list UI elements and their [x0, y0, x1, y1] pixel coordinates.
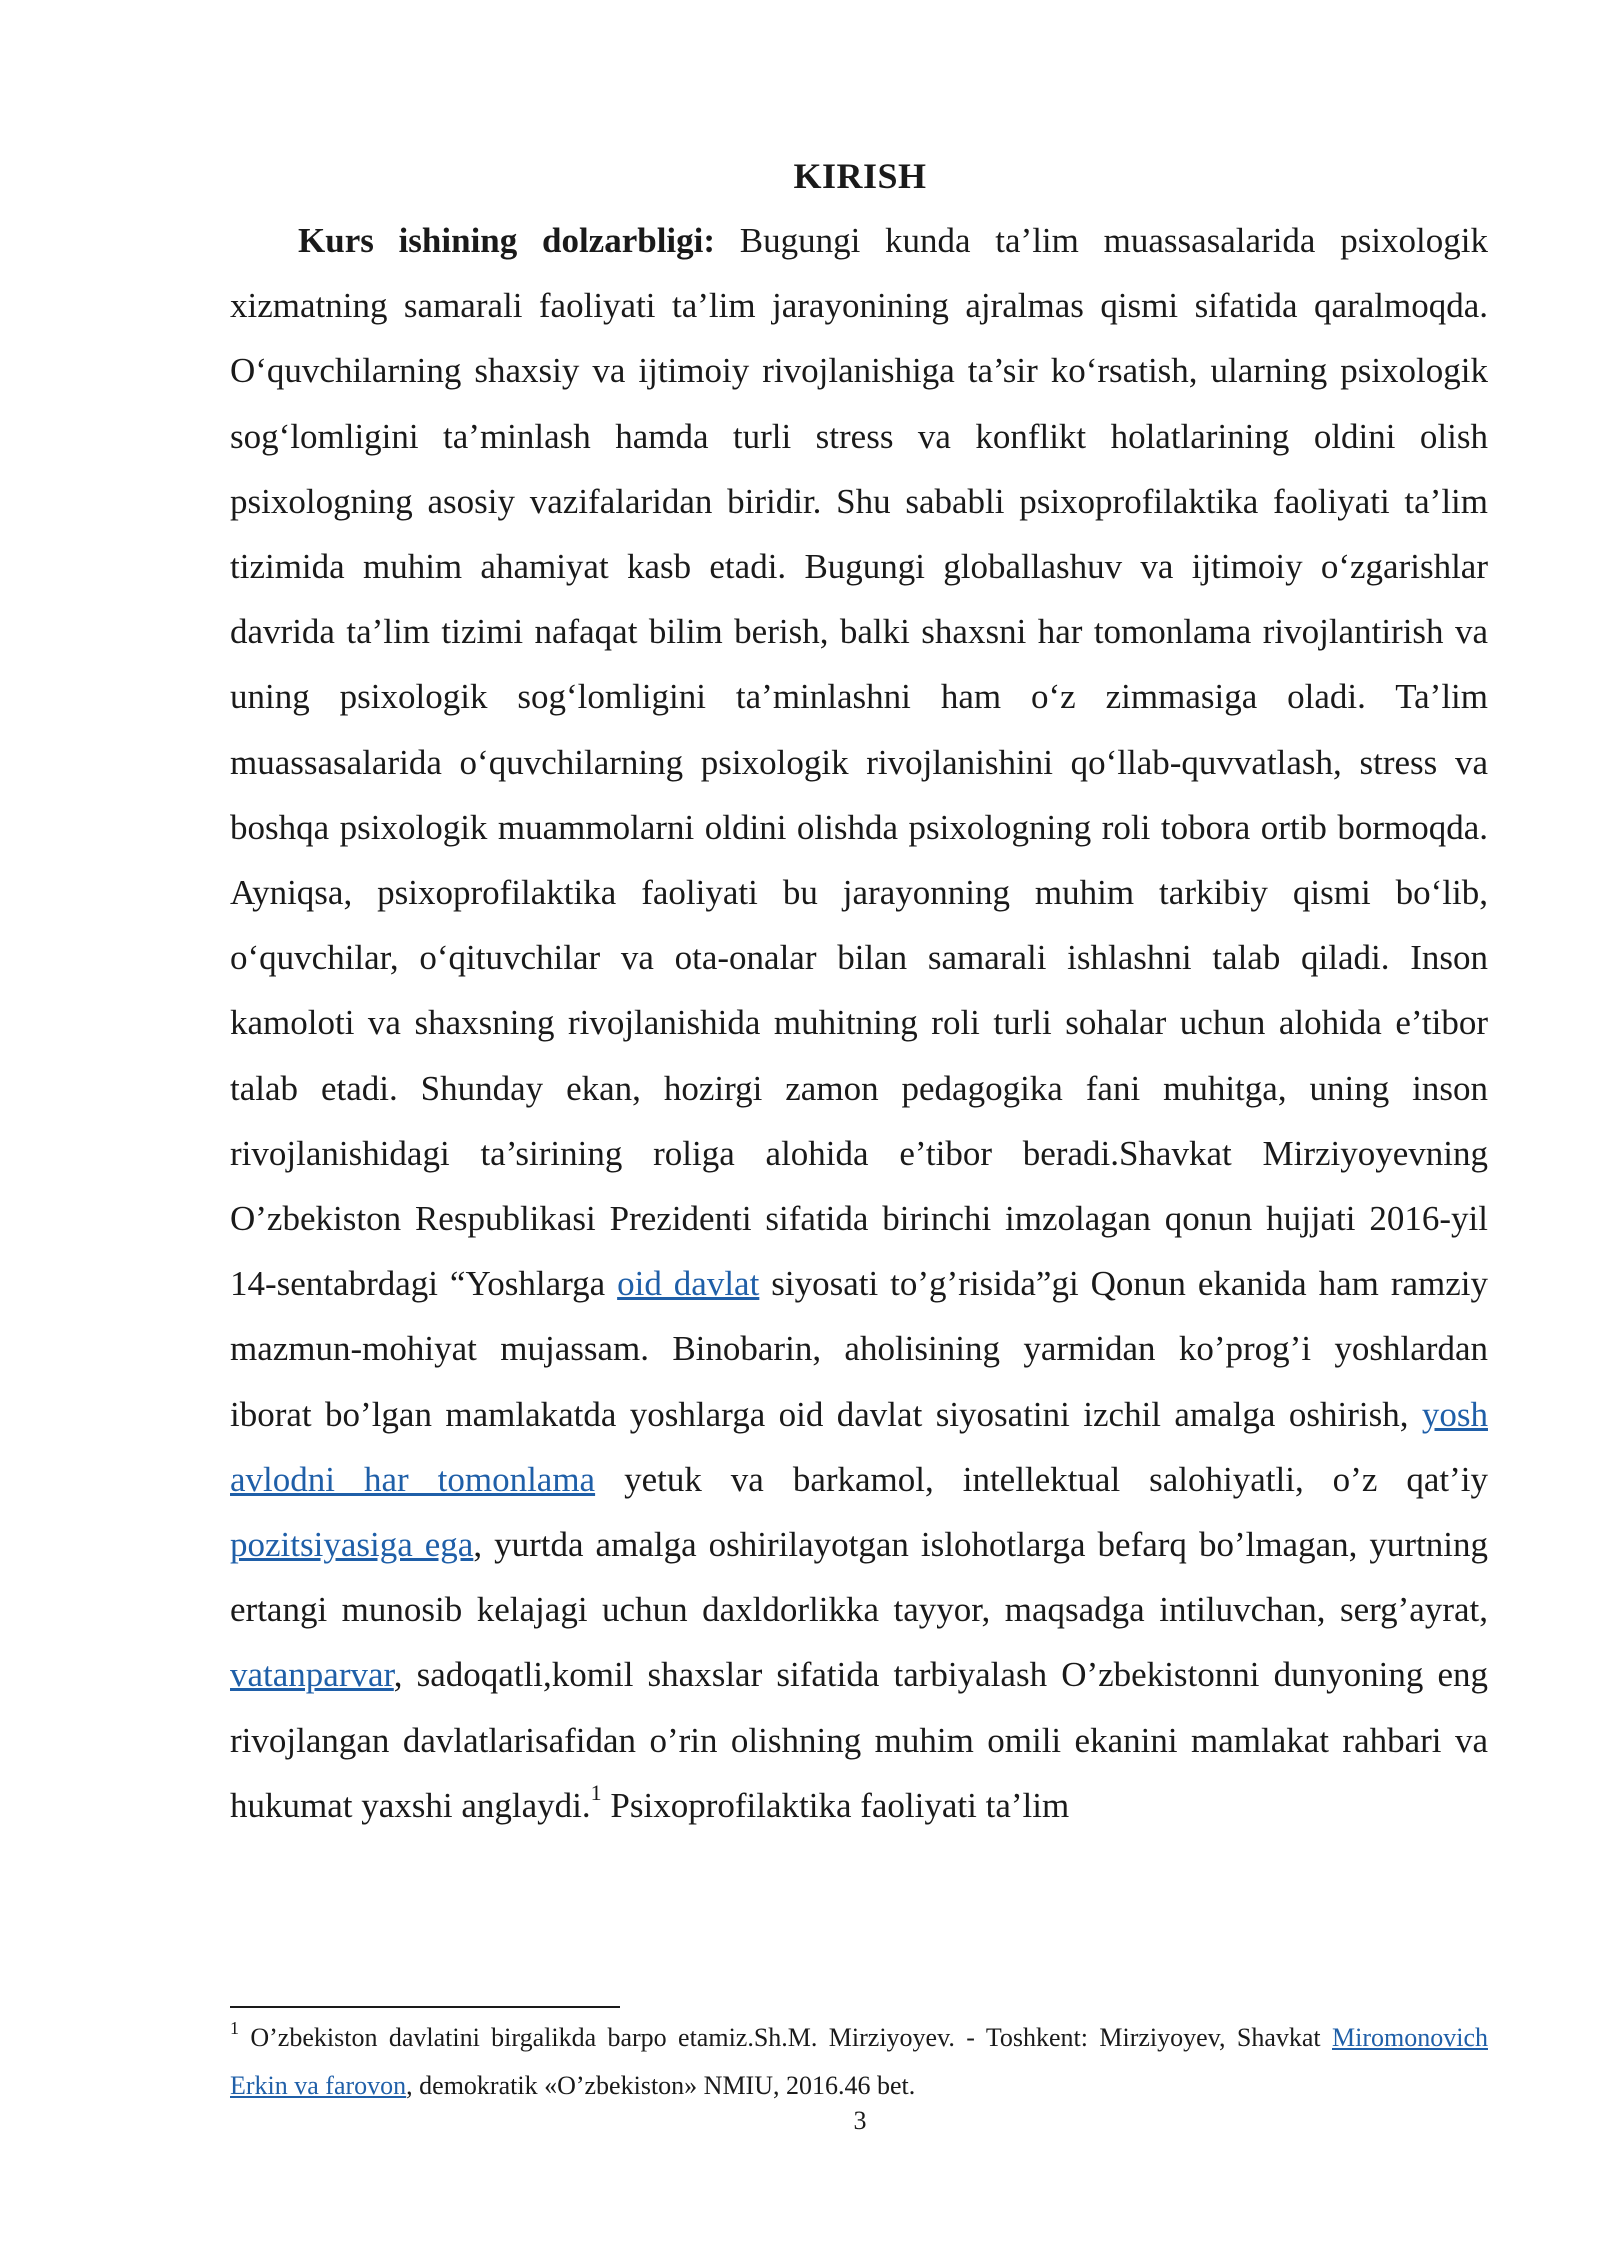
text-run: , sadoqatli,komil shaxslar sifatida tarbiyalash O’zbekistonni dunyoning eng rivojlangan davlatlarisafidan o’rin olishning muhim omili ekanini mamlakat rahbari va hukumat yaxshi anglaydi.: [230, 1655, 1488, 1825]
text-run: siyosati to’g’risida”gi Qonun ekanida ham ramziy mazmun-mohiyat mujassam. Binobarin, aholisining yarmidan ko’prog’i yoshlardan iborat bo’lgan mamlakatda yoshlarga oid davlat siyosatini izchil amalga oshirish,: [230, 1264, 1488, 1434]
link-oid-davlat[interactable]: oid davlat: [617, 1264, 760, 1304]
footnote-text: O’zbekiston davlatini birgalikda barpo etamiz.Sh.M. Mirziyoyev. - Toshkent: Mirziyoyev, Shavkat: [239, 2023, 1332, 2052]
text-run: , yurtda amalga oshirilayotgan islohotlarga befarq bo’lmagan, yurtning ertangi munosib kelajagi uchun daxldorlikka tayyor, maqsadga intiluvchan, serg’ayrat,: [230, 1525, 1488, 1630]
text-run: Psixoprofilaktika faoliyati ta’lim: [601, 1785, 1070, 1825]
section-title: KIRISH: [793, 156, 927, 196]
footnote-reference[interactable]: 1: [590, 1780, 602, 1806]
link-vatanparvar[interactable]: vatanparvar: [230, 1655, 394, 1695]
link-pozitsiyasiga-ega[interactable]: pozitsiyasiga ega: [230, 1525, 474, 1565]
link-yosh-avlodni[interactable]: yosh avlodni har tomonlama: [230, 1394, 1488, 1499]
footnote: [230, 2014, 1488, 2110]
page-number: 3: [853, 2106, 867, 2135]
body-paragraph: [230, 208, 1488, 1838]
paragraph-lead: Kurs ishining dolzarbligi:: [298, 221, 716, 260]
footnote-link[interactable]: Miromonovich Erkin va farovon: [230, 2023, 1488, 2100]
text-run: yetuk va barkamol, intellektual salohiyatli, o’z qat’iy: [595, 1459, 1488, 1499]
footnote-marker: 1: [230, 2018, 239, 2039]
footnote-separator: [230, 2006, 620, 2008]
text-run: Bugungi kunda ta’lim muassasalarida psixologik xizmatning samarali faoliyati ta’lim jarayonining ajralmas qismi sifatida qaralmoqda. O‘quvchilarning shaxsiy va ijtimoiy rivojlanishiga ta’sir ko‘rsatish, ularning psixologik sog‘lomligini ta’minlash hamda turli stress va konflikt holatlarining oldini olish psixologning asosiy vazifalaridan biridir. Shu sababli psixoprofilaktika faoliyati ta’lim tizimida muhim ahamiyat kasb etadi. Bugungi globallashuv va ijtimoiy o‘zgarishlar davrida ta’lim tizimi nafaqat bilim berish, balki shaxsni har tomonlama rivojlantirish va uning psixologik sog‘lomligini ta’minlashni ham o‘z zimmasiga oladi. Ta’lim muassasalarida o‘quvchilarning psixologik rivojlanishini qo‘llab-quvvatlash, stress va boshqa psixologik muammolarni oldini olishda psixologning roli tobora ortib bormoqda. Ayniqsa, psixoprofilaktika faoliyati bu jarayonning muhim tarkibiy qismi bo‘lib, o‘quvchilar, o‘qituvchilar va ota-onalar bilan samarali ishlashni talab qiladi. Inson kamoloti va shaxsning rivojlanishida muhitning roli turli sohalar uchun alohida e’tibor talab etadi. Shunday ekan, hozirgi zamon pedagogika fani muhitga, uning inson rivojlanishidagi ta’sirining roliga alohida e’tibor beradi.Shavkat Mirziyoyevning O’zbekiston Respublikasi Prezidenti sifatida birinchi imzolagan qonun hujjati 2016-yil 14-sentabrdagi “Yoshlarga: [230, 221, 1488, 1304]
footnote-text: , demokratik «O’zbekiston» NMIU, 2016.46 bet.: [406, 2071, 916, 2100]
